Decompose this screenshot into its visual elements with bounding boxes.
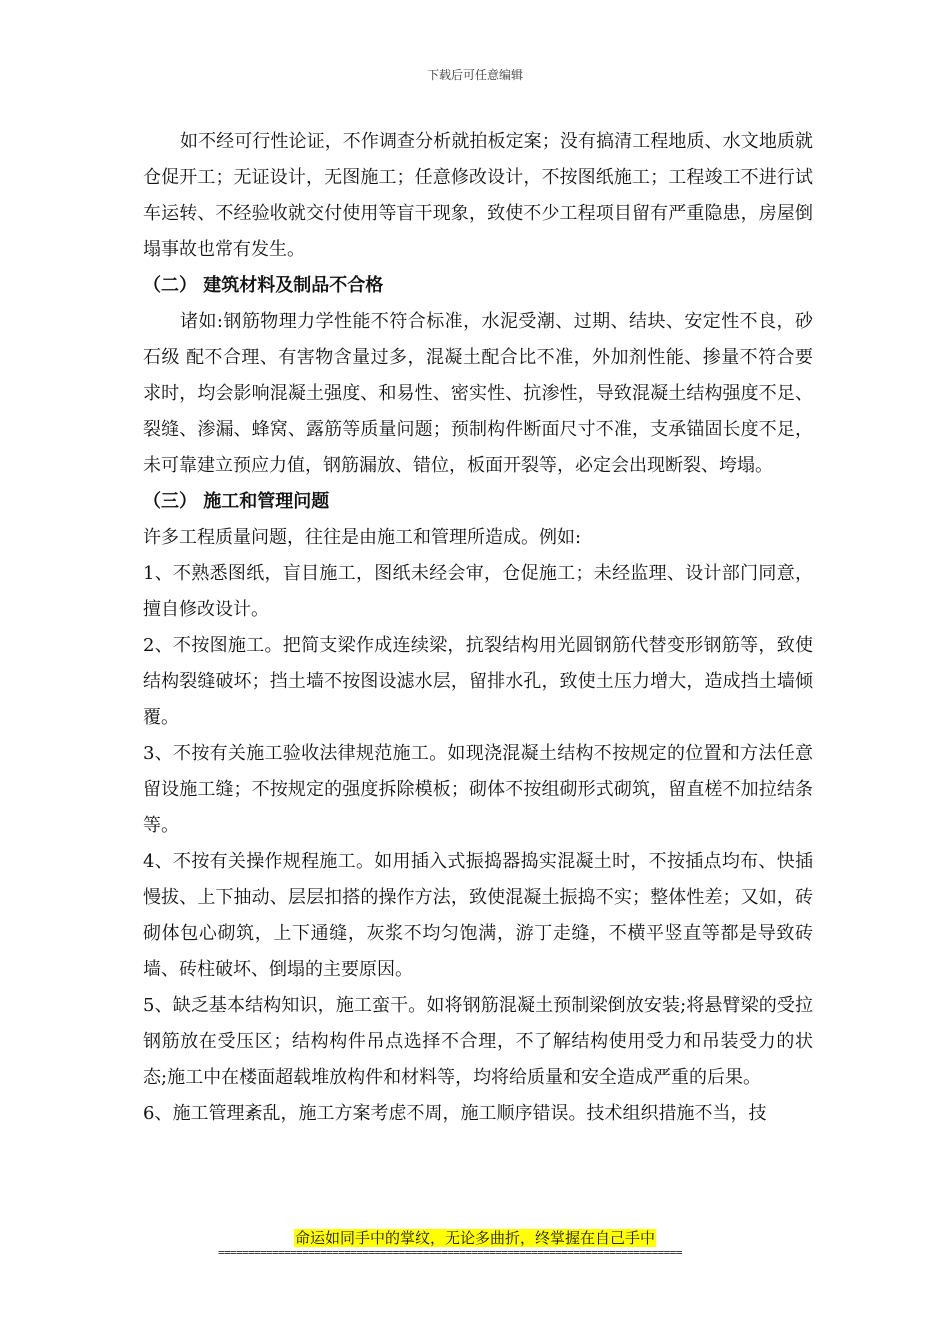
section-heading-management: （三） 施工和管理问题 <box>143 491 330 512</box>
page-header-note: 下载后可任意编辑 <box>426 68 523 82</box>
footer-quote-text: 命运如同手中的掌纹，无论多曲折，终掌握在自己手中 <box>294 1229 655 1247</box>
section-heading-materials: （二） 建筑材料及制品不合格 <box>143 275 384 296</box>
list-item-2: 2、不按图施工。把简支梁作成连续梁，抗裂结构用光圆钢筋代替变形钢筋等，致使结构裂缝破坏；挡土墙不按图设滤水层，留排水孔，致使土压力增大，造成挡土墙倾覆。 <box>143 635 813 728</box>
list-item-3: 3、不按有关施工验收法律规范施工。如现浇混凝土结构不按规定的位置和方法任意留设施工缝；不按规定的强度拆除模板；砌体不按组砌形式砌筑，留直槎不加拉结条等。 <box>143 743 813 836</box>
management-lead-paragraph: 许多工程质量问题，往往是由施工和管理所造成。例如: <box>143 527 582 548</box>
list-item-4: 4、不按有关操作规程施工。如用插入式振捣器捣实混凝土时，不按插点均布、快插慢拔、上下抽动、层层扣搭的操作方法，致使混凝土振捣不实；整体性差；又如，砖砌体包心砌筑，上下通缝，灰浆不均匀饱满，游丁走缝，不横平竖直等都是导致砖墙、砖柱破坏、倒塌的主要原因。 <box>143 851 813 980</box>
intro-paragraph: 如不经可行性论证，不作调查分析就拍板定案；没有搞清工程地质、水文地质就仓促开工；无证设计，无图施工；任意修改设计，不按图纸施工；工程竣工不进行试车运转、不经验收就交付使用等盲干现象，致使不少工程项目留有严重隐患，房屋倒塌事故也常有发生。 <box>143 131 813 260</box>
list-item-1: 1、不熟悉图纸，盲目施工，图纸未经会审，仓促施工；未经监理、设计部门同意，擅自修改设计。 <box>143 563 813 620</box>
document-body <box>143 124 813 1132</box>
footer-divider: ============================================================================= <box>218 1247 682 1259</box>
footer-quote <box>0 1228 950 1248</box>
materials-paragraph: 诸如:钢筋物理力学性能不符合标准，水泥受潮、过期、结块、安定性不良，砂石级 配不合理、有害物含量过多，混凝土配合比不准，外加剂性能、掺量不符合要求时，均会影响混凝土强度、和易性、密实性、抗渗性，导致混凝土结构强度不足、裂缝、渗漏、蜂窝、露筋等质量问题；预制构件断面尺寸不准，支承锚固长度不足，未可靠建立预应力值，钢筋漏放、错位，板面开裂等，必定会出现断裂、垮塌。 <box>143 311 813 476</box>
list-item-6: 6、施工管理紊乱，施工方案考虑不周，施工顺序错误。技术组织措施不当，技 <box>143 1103 767 1124</box>
list-item-5: 5、缺乏基本结构知识，施工蛮干。如将钢筋混凝土预制梁倒放安装;将悬臂梁的受拉钢筋放在受压区；结构构件吊点选择不合理，不了解结构使用受力和吊装受力的状态;施工中在楼面超载堆放构件和材料等，均将给质量和安全造成严重的后果。 <box>143 995 813 1088</box>
